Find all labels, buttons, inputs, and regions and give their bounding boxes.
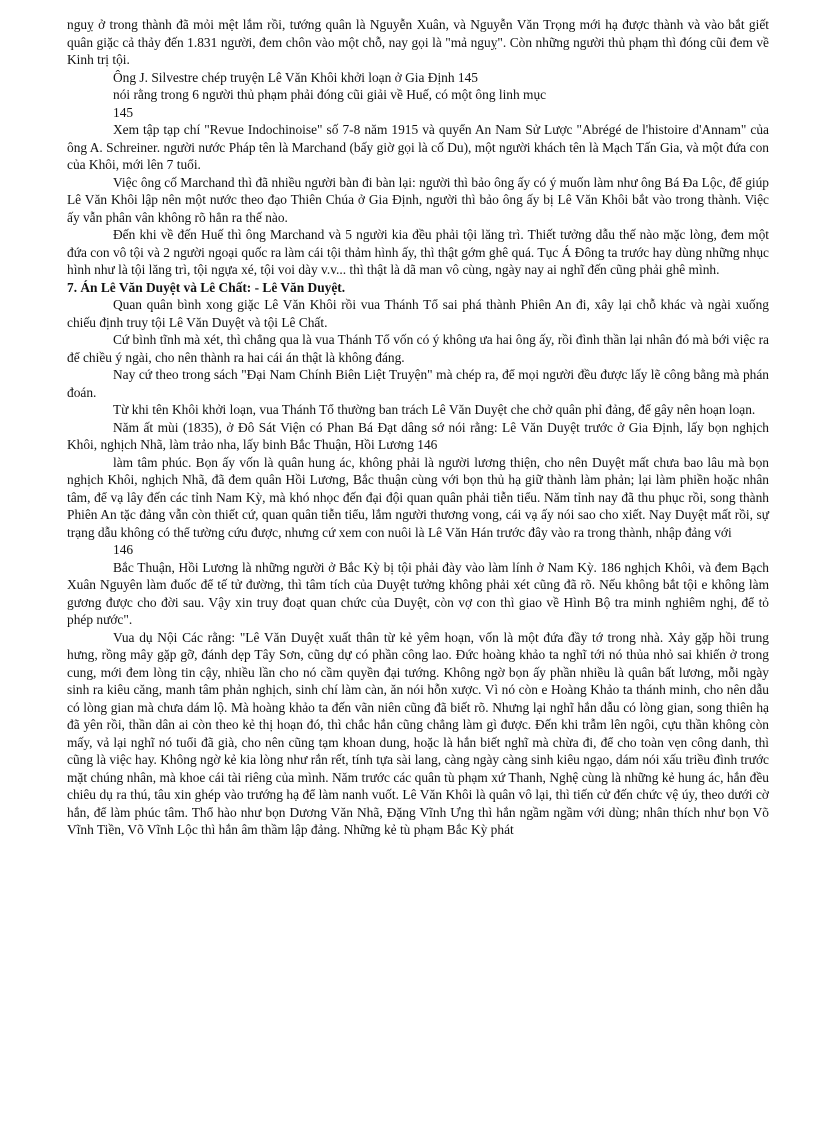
body-paragraph: Bắc Thuận, Hồi Lương là những người ở Bắc Kỳ bị tội phải đày vào làm lính ở Nam Kỳ. 186 nghịch Khôi, và đem Bạch Xuân Nguyên làm đuốc để tế tử đường, thì tâm tích của Duyệt tưởng không phải xét cũng đã rõ. Nếu không bắt tội e không làm gương được cho đời sau. Vậy xin truy đoạt quan chức của Duyệt, còn vợ con thì giao về Hình Bộ tra minh nghiêm nghị, để tỏ phép nước". <box>67 559 769 627</box>
footnote-line: 146 <box>113 542 134 557</box>
document-page <box>67 16 769 839</box>
body-paragraph: nguỵ ở trong thành đã mỏi mệt lắm rồi, tướng quân là Nguyễn Xuân, và Nguyễn Văn Trọng mới hạ được thành và vào bắt giết quân giặc cả thảy đến 1.831 người, đem chôn vào một chỗ, nay gọi là "mả nguỵ". Còn những người thủ phạm thì đóng cũi đem về Kinh trị tội. <box>67 17 769 67</box>
footnote-line: 145 <box>113 104 134 120</box>
body-paragraph: Quan quân bình xong giặc Lê Văn Khôi rồi vua Thánh Tổ sai phá thành Phiên An đi, xây lại chỗ khác và ngài xuống chiếu định truy tội Lê Văn Duyệt và tội Lê Chất. <box>67 297 769 330</box>
footnote-line: Ông J. Silvestre chép truyện Lê Văn Khôi khởi loạn ở Gia Định 145 <box>113 69 478 85</box>
body-paragraph: Năm ất mùi (1835), ở Đô Sát Viện có Phan Bá Đạt dâng sớ nói rằng: Lê Văn Duyệt trước ở Gia Định, lấy bọn nghịch Khôi, nghịch Nhã, làm trảo nha, lấy binh Bắc Thuận, Hồi Lương 146 <box>67 419 769 452</box>
section-heading: 7. Án Lê Văn Duyệt và Lê Chất: - Lê Văn Duyệt. <box>67 279 346 295</box>
body-paragraph: Đến khi về đến Huế thì ông Marchand và 5 người kia đều phải tội lăng trì. Thiết tưởng dẫu thế nào mặc lòng, đem một đứa con vô tội và 2 người ngoại quốc ra làm cái tội thảm hình ấy, thì thật gớm ghê quá. Tục Á Đông ta trước hay dùng những nhục hình như là tội lăng trì, tội ngựa xé, tội voi dày v.v... thì thật là dã man vô cùng, ngày nay ai nghĩ đến cũng phải ghê mình. <box>67 227 769 277</box>
body-paragraph: Xem tập tạp chí "Revue Indochinoise" số 7-8 năm 1915 và quyển An Nam Sử Lược "Abrégé de l'histoire d'Annam" của ông A. Schreiner. người nước Pháp tên là Marchand (bấy giờ gọi là cố Du), một người khách tên là Mạch Tấn Gia, và một đứa con của Khôi, mới lên 7 tuổi. <box>67 122 769 172</box>
body-paragraph: Vua dụ Nội Các rằng: "Lê Văn Duyệt xuất thân từ kẻ yêm hoạn, vốn là một đứa đầy tớ trong nhà. Xảy gặp hồi trung hưng, rồng mây gặp gỡ, đánh dẹp Tây Sơn, cũng dự có phần công lao. Đức hoàng khảo ta nghĩ tới nó thủa nhỏ sai khiến ở trong cung, mới đem lòng tin cậy, nhiều lần cho nó cầm quyền đại tướng. Không ngờ bọn ấy phần nhiều là quân bất lương, mỗi ngày sinh ra kiêu căng, manh tâm phản nghịch, sinh chí làm càn, ăn nói hỗn xược. Vì nó còn e Hoàng Khảo ta thánh minh, cho nên dẫu có lòng gian mà chưa dám lộ. Mà hoàng khảo ta đến vãn niên cũng đã biết rõ. Nhưng lại nghĩ hắn dẫu có lòng gian, song thiên hạ đã yên rồi, thần dân ai còn theo kẻ thị hoạn đó, thì chắc hắn cũng chẳng làm gì được. Đến khi trẫm lên ngôi, cựu thần không còn mấy, vả lại nghĩ nó tuổi đã già, cho nên cũng tạm khoan dung, hoặc là hắn biết nghĩ mà chừa đi, để cho toàn vẹn công danh, thì cũng là việc hay. Không ngờ kẻ kia lòng như rắn rết, tính tựa sài lang, càng ngày càng sinh kiêu ngạo, dám nói xấu triều đình trước mặt chúng nhân, mà khoe cái tài riêng của mình. Năm trước các quân tù phạm xứ Thanh, Nghệ cùng là những kẻ hung ác, hắn đều chiêu dụ ra thú, tâu xin ghép vào trướng hạ để làm nanh vuốt. Lê Văn Khôi là quân vô lại, thì tiến cử đến chức vệ úy, theo dưới cờ hắn, để làm phúc tâm. Thổ hào như bọn Dương Văn Nhã, Đặng Vĩnh Ưng thì hắn ngầm ngầm với dùng; nhân thích như bọn Võ Vĩnh Tiền, Võ Vĩnh Lộc thì hắn âm thầm lập đảng. Những kẻ tù phạm Bắc Kỳ phát <box>67 629 769 837</box>
body-paragraph: làm tâm phúc. Bọn ấy vốn là quân hung ác, không phải là người lương thiện, cho nên Duyệt mất chưa bao lâu mà bọn nghịch Khôi, nghịch Nhã, đã đem quân Hồi Lương, Bắc thuận cùng với bọn thủ hạ giữ thành làm phản; lại làm phiền hoặc nhân tâm, để vạ lây đến các tỉnh Nam Kỳ, mà khó nhọc đến đại đội quan quân phải tiễn tiểu. Năm tỉnh nay đã thu phục rồi, song thành Phiên An tặc đảng vẫn còn thiết cứ, quan quân tiễn tiểu, lắm người thương vong, cái vạ ấy nói sao cho xiết. Nay Duyệt mất rồi, sự trạng dẫu không có thể tường cứu được, nhưng cứ xem con nuôi là Lê Văn Hán trước đây vào ra trong thành, nhập đảng với <box>67 454 769 540</box>
body-paragraph: Nay cứ theo trong sách "Đại Nam Chính Biên Liệt Truyện" mà chép ra, để mọi người đều được lấy lẽ công bằng mà phán đoán. <box>67 367 769 400</box>
body-paragraph: Việc ông cố Marchand thì đã nhiều người bàn đi bàn lại: người thì bảo ông ấy có ý muốn làm như ông Bá Đa Lộc, để giúp Lê Văn Khôi lập nên một nước theo đạo Thiên Chúa ở Gia Định, người thì bảo ông ấy bị Lê Văn Khôi bắt vào trong thành. Việc ấy vẫn phân vân không rõ hẳn ra thế nào. <box>67 174 769 225</box>
footnote-line: nói rằng trong 6 người thủ phạm phải đóng cũi giải về Huế, có một ông linh mục <box>113 87 547 102</box>
body-paragraph: Cứ bình tĩnh mà xét, thì chẳng qua là vua Thánh Tổ vốn có ý không ưa hai ông ấy, rồi đình thần lại nhân đó mà bới việc ra để chiều ý ngài, cho nên thành ra hai cái án thật là không đáng. <box>67 332 769 365</box>
body-paragraph: Từ khi tên Khôi khởi loạn, vua Thánh Tổ thường ban trách Lê Văn Duyệt che chở quân phỉ đảng, để gây nên hoạn loạn. <box>113 402 756 417</box>
